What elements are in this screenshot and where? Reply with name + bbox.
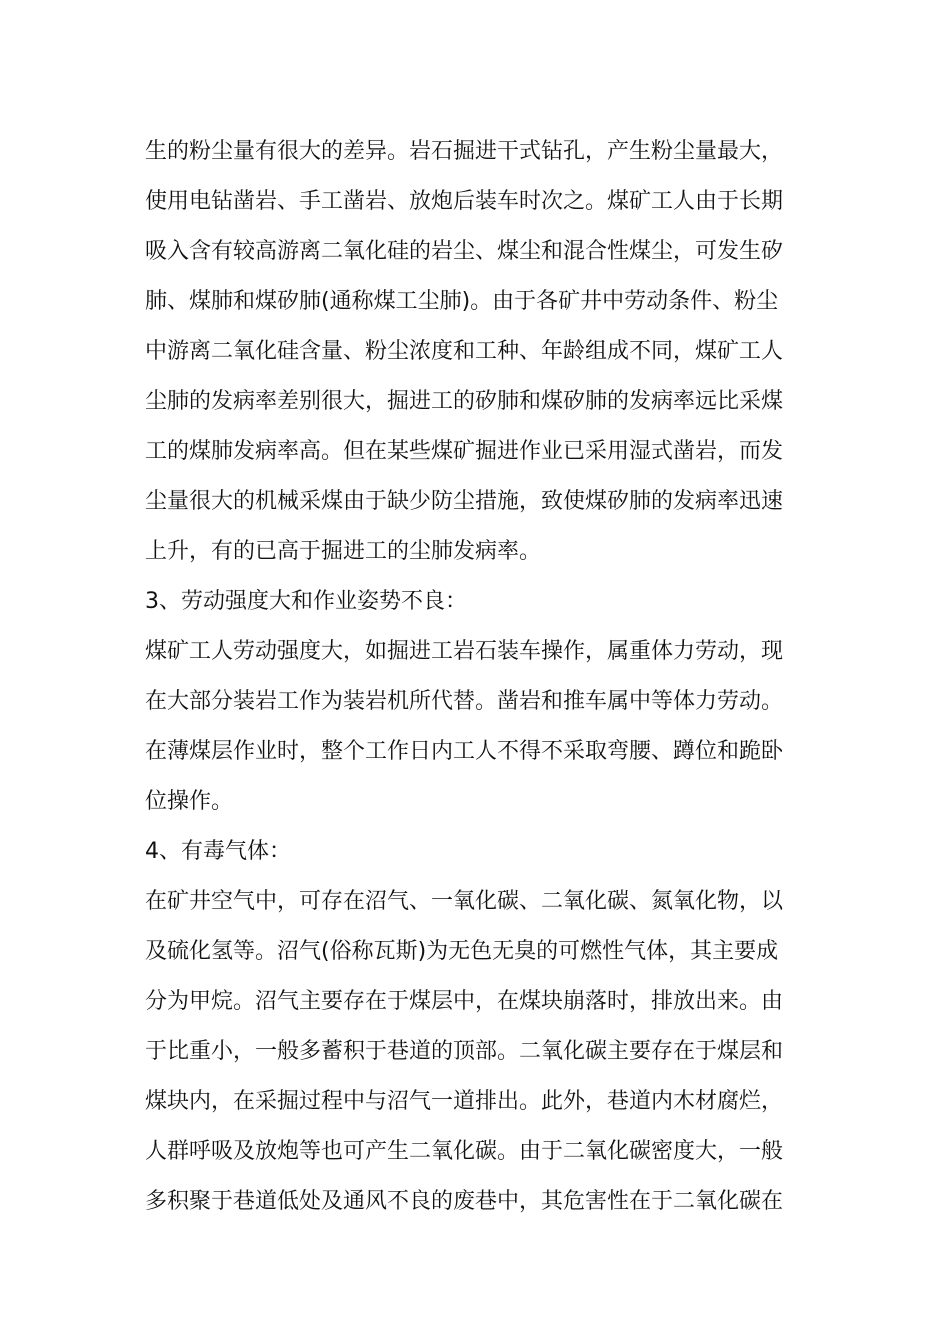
body-text [145, 127, 815, 1227]
text-line: 人群呼吸及放炮等也可产生二氧化碳。由于二氧化碳密度大，一般 [145, 1139, 784, 1164]
section-heading-3: 3、劳动强度大和作业姿势不良： [145, 589, 467, 614]
text-line: 上升，有的已高于掘进工的尘肺发病率。 [145, 539, 542, 564]
text-line: 尘量很大的机械采煤由于缺少防尘措施，致使煤矽肺的发病率迅速 [145, 489, 784, 514]
text-line: 生的粉尘量有很大的差异。岩石掘进干式钻孔，产生粉尘量最大， [145, 139, 784, 164]
section-heading-4: 4、有毒气体： [145, 839, 291, 864]
text-line: 使用电钻凿岩、手工凿岩、放炮后装车时次之。煤矿工人由于长期 [145, 189, 784, 214]
text-line: 吸入含有较高游离二氧化硅的岩尘、煤尘和混合性煤尘，可发生矽 [145, 239, 784, 264]
text-line: 工的煤肺发病率高。但在某些煤矿掘进作业已采用湿式凿岩，而发 [145, 439, 784, 464]
text-line: 位操作。 [145, 789, 234, 814]
text-line: 在大部分装岩工作为装岩机所代替。凿岩和推车属中等体力劳动。 [145, 689, 784, 714]
text-line: 在薄煤层作业时，整个工作日内工人不得不采取弯腰、蹲位和跪卧 [145, 739, 784, 764]
text-line: 煤块内，在采掘过程中与沼气一道排出。此外，巷道内木材腐烂， [145, 1089, 784, 1114]
text-line: 及硫化氢等。沼气(俗称瓦斯)为无色无臭的可燃性气体，其主要成 [145, 939, 779, 964]
text-line: 尘肺的发病率差别很大，掘进工的矽肺和煤矽肺的发病率远比采煤 [145, 389, 784, 414]
text-line: 煤矿工人劳动强度大，如掘进工岩石装车操作，属重体力劳动，现 [145, 639, 784, 664]
text-line: 中游离二氧化硅含量、粉尘浓度和工种、年龄组成不同，煤矿工人 [145, 339, 784, 364]
text-line: 在矿井空气中，可存在沼气、一氧化碳、二氧化碳、氮氧化物，以 [145, 889, 784, 914]
text-line: 多积聚于巷道低处及通风不良的废巷中，其危害性在于二氧化碳在 [145, 1189, 784, 1214]
text-line: 于比重小，一般多蓄积于巷道的顶部。二氧化碳主要存在于煤层和 [145, 1039, 784, 1064]
text-line: 分为甲烷。沼气主要存在于煤层中，在煤块崩落时，排放出来。由 [145, 989, 784, 1014]
text-line: 肺、煤肺和煤矽肺(通称煤工尘肺)。由于各矿井中劳动条件、粉尘 [145, 289, 779, 314]
